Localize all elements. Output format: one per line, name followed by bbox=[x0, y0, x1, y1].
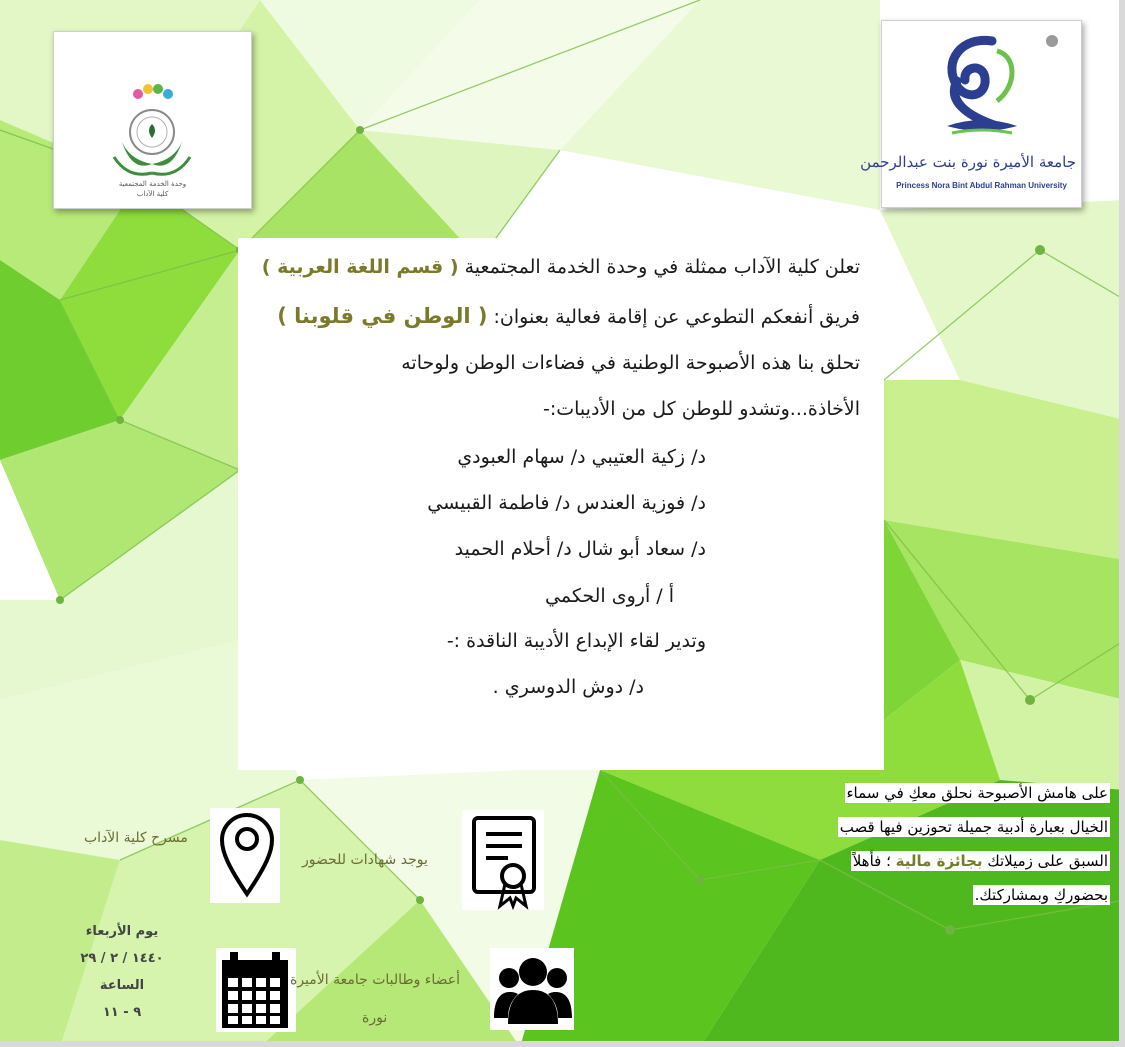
calendar-icon bbox=[220, 950, 290, 1030]
pnu-arabic-name: جامعة الأميرة نورة بنت عبدالرحمن bbox=[860, 153, 1076, 171]
announcement-line4: الأخاذة...وتشدو للوطن كل من الأديبات:- bbox=[543, 398, 860, 420]
pnu-emblem-icon bbox=[860, 21, 1081, 207]
moderator-name: د/ دوش الدوسري . bbox=[492, 676, 644, 698]
bottom-border bbox=[0, 1041, 1125, 1047]
prize-highlight: بجائزة مالية bbox=[895, 852, 983, 870]
pnu-logo-box bbox=[860, 20, 1082, 208]
logo-caption-line1: وحدة الخدمة المجتمعية bbox=[118, 180, 187, 188]
speakers-row1: د/ زكية العتيبي د/ سهام العبودي bbox=[457, 446, 706, 468]
speakers-row4: أ / أروى الحكمي bbox=[545, 585, 674, 607]
prize-note-line3-post: ؛ فأهلاً bbox=[852, 852, 891, 870]
line2-text: فريق أنفعكم التطوعي عن إقامة فعالية بعنوان: bbox=[493, 306, 860, 328]
announcement-line1 bbox=[262, 256, 860, 278]
speakers-row3: د/ سعاد أبو شال د/ أحلام الحميد bbox=[454, 538, 706, 560]
announcement-line3: تحلق بنا هذه الأصبوحة الوطنية في فضاءات الوطن ولوحاته bbox=[401, 352, 860, 374]
audience-label-line2: نورة bbox=[362, 1010, 388, 1026]
certificates-label: يوجد شهادات للحضور bbox=[302, 852, 428, 868]
community-service-logo-box bbox=[53, 31, 252, 209]
event-date: ١٤٤٠ / ٢ / ٢٩ bbox=[80, 951, 164, 966]
event-title-highlight: ( الوطن في قلوبنا ) bbox=[277, 304, 488, 328]
department-highlight: ( قسم اللغة العربية ) bbox=[261, 256, 459, 278]
date-time-block bbox=[72, 918, 172, 1028]
prize-note-line1: على هامش الأصبوحة نحلق معكِ في سماء bbox=[846, 784, 1108, 802]
prize-note-line3 bbox=[851, 851, 1110, 871]
announcement-panel bbox=[238, 238, 884, 770]
prize-note-line4: بحضوركِ وبمشاركتك. bbox=[974, 886, 1108, 904]
line1-text: تعلن كلية الآداب ممثلة في وحدة الخدمة المجتمعية bbox=[464, 256, 860, 278]
location-label: مسرح كلية الآداب bbox=[84, 830, 188, 846]
logo-caption-line2: كلية الآداب bbox=[136, 190, 169, 198]
pnu-english-name: Princess Nora Bint Abdul Rahman University bbox=[896, 181, 1067, 190]
event-time: ٩ - ١١ bbox=[102, 1005, 142, 1020]
prize-note-line2: الخيال بعبارة أدبية جميلة تحوزين فيها قصب bbox=[839, 818, 1108, 836]
moderator-intro: وتدير لقاء الإبداع الأديبة الناقدة :- bbox=[446, 630, 706, 652]
location-pin-icon bbox=[218, 810, 276, 898]
event-day: يوم الأربعاء bbox=[85, 924, 159, 939]
audience-label-line1: أعضاء وطالبات جامعة الأميرة bbox=[290, 972, 461, 988]
people-group-icon bbox=[494, 952, 572, 1026]
time-label: الساعة bbox=[99, 978, 145, 993]
announcement-line2 bbox=[277, 304, 860, 328]
right-border bbox=[1119, 0, 1125, 1047]
certificate-icon bbox=[468, 814, 540, 910]
prize-note-line3-pre: السبق على زميلاتك bbox=[987, 852, 1108, 870]
speakers-row2: د/ فوزية العندس د/ فاطمة القبيسي bbox=[427, 492, 706, 514]
